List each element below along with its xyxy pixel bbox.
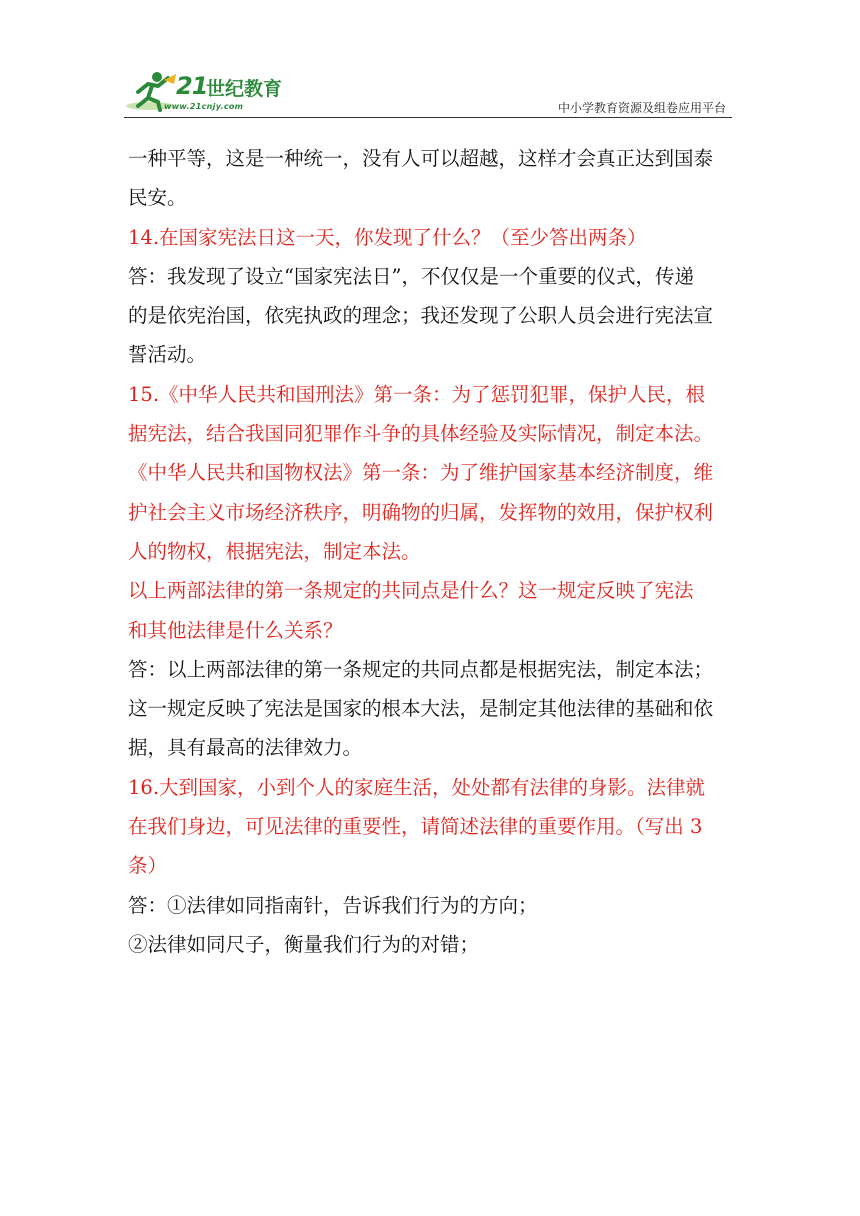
- text-line: 条）: [128, 854, 168, 878]
- text-line: 和其他法律是什么关系？: [128, 618, 343, 642]
- logo-number: 21: [176, 72, 208, 100]
- text-line: 《中华人民共和国物权法》第一条：为了维护国家基本经济制度，维: [128, 461, 714, 485]
- text-line: 据宪法，结合我国同犯罪作斗争的具体经验及实际情况，制定本法。: [128, 422, 714, 446]
- text-line: 15.《中华人民共和国刑法》第一条：为了惩罚犯罪，保护人民，根: [128, 382, 706, 406]
- text-line: 据，具有最高的法律效力。: [128, 736, 363, 760]
- page-header: [124, 62, 732, 118]
- text-line: 民安。: [128, 186, 187, 210]
- text-line: 在我们身边，可见法律的重要性，请简述法律的重要作用。（写出 3: [128, 815, 703, 839]
- text-line: 这一规定反映了宪法是国家的根本大法，是制定其他法律的基础和依: [128, 697, 714, 721]
- header-divider: [124, 117, 732, 118]
- text-line: 人的物权，根据宪法，制定本法。: [128, 539, 421, 563]
- logo-url: www.21cnjy.com: [164, 102, 244, 111]
- platform-tagline: 中小学教育资源及组卷应用平台: [557, 101, 726, 115]
- text-line: ②法律如同尺子，衡量我们行为的对错；: [128, 932, 480, 956]
- text-line: 答：以上两部法律的第一条规定的共同点都是根据宪法，制定本法；: [128, 657, 714, 681]
- text-line: 誓活动。: [128, 343, 207, 367]
- logo-text: 世纪教育: [206, 78, 283, 100]
- text-line: 的是依宪治国，依宪执政的理念；我还发现了公职人员会进行宪法宣: [128, 304, 714, 328]
- text-line: 答：①法律如同指南针，告诉我们行为的方向；: [128, 893, 538, 917]
- text-line: 一种平等，这是一种统一，没有人可以超越，这样才会真正达到国泰: [128, 147, 714, 170]
- document-body: [128, 139, 734, 964]
- text-line: 以上两部法律的第一条规定的共同点是什么？这一规定反映了宪法: [128, 579, 694, 603]
- text-line: 16.大到国家，小到个人的家庭生活，处处都有法律的身影。法律就: [128, 775, 706, 799]
- text-line: 答：我发现了设立“国家宪法日”，不仅仅是一个重要的仪式，传递: [128, 264, 694, 288]
- text-line: 护社会主义市场经济秩序，明确物的归属，发挥物的效用，保护权利: [128, 500, 714, 524]
- site-logo: [124, 70, 294, 116]
- text-line: 14.在国家宪法日这一天，你发现了什么？（至少答出两条）: [128, 225, 647, 249]
